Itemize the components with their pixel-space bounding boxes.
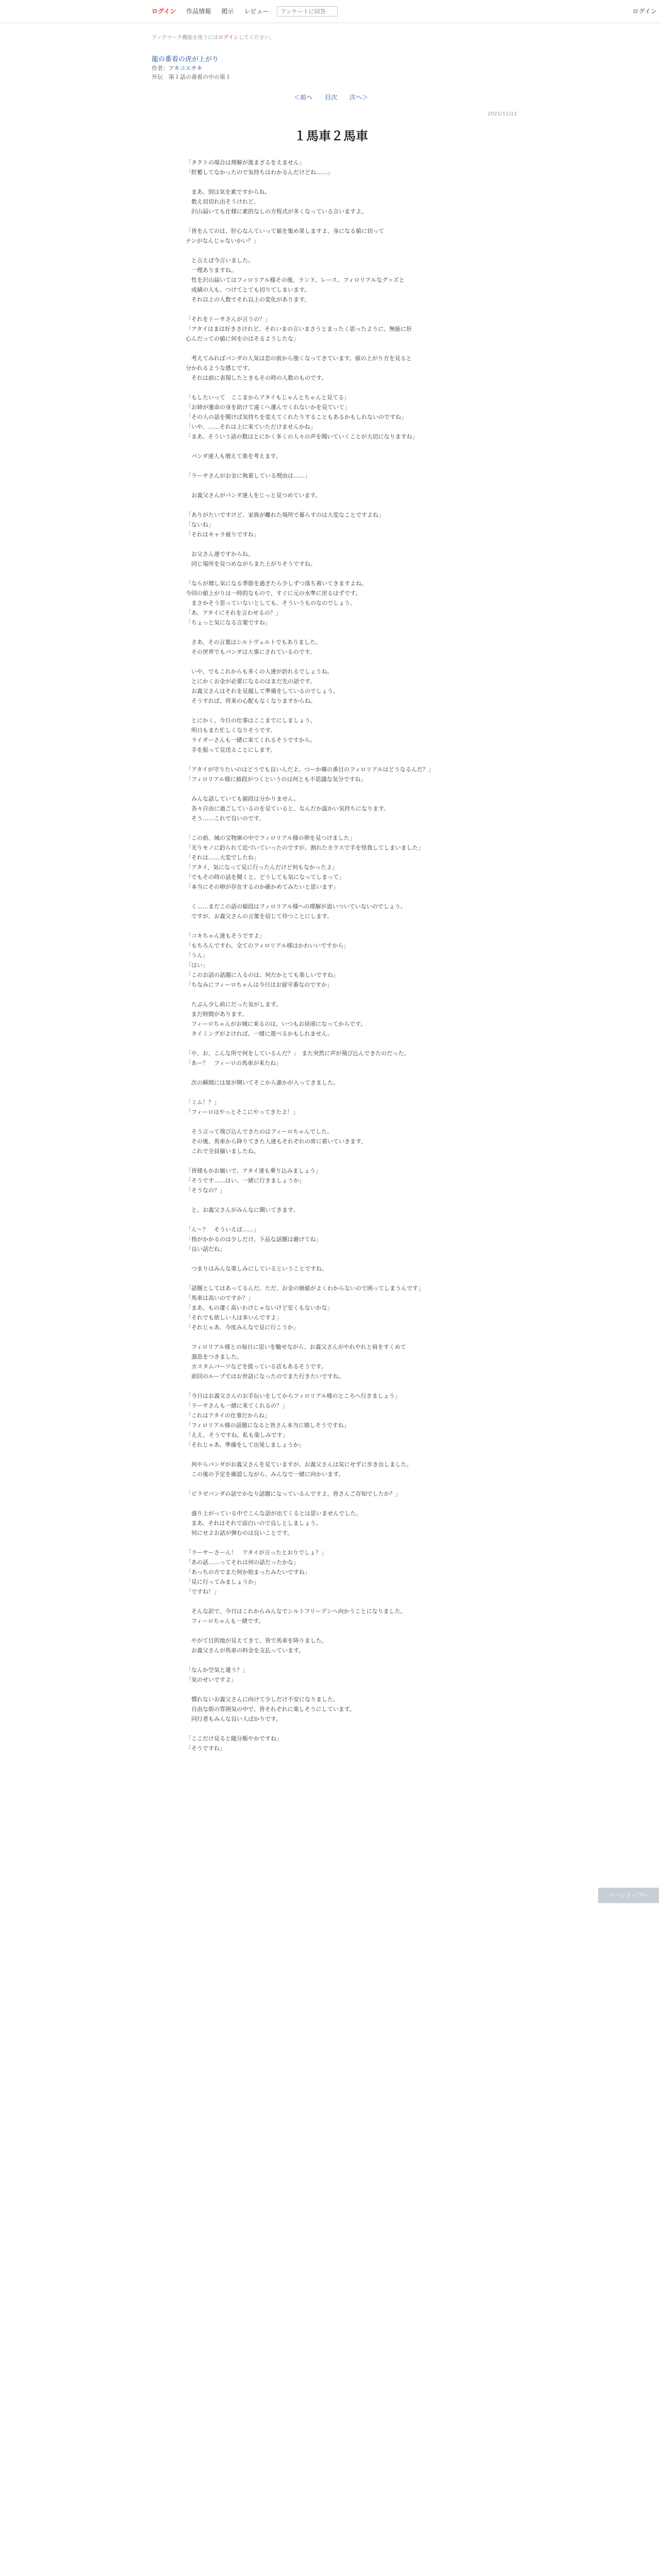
body-paragraph: 「や、お、こんな所で何をしているんだ？」 また突然に声が飛び込んできたのだった。 「あー？ フィーロの馬車が来たね」 (186, 1050, 410, 1066)
body-paragraph: 「皆をんてのは、肝心なんていって値を集め果しますよ、身になる値に切って ナンがなんじゃないかい？」 (186, 228, 384, 244)
body-paragraph: と言えば今言いました。 一理ありますね。 性を沢山届いてはフィロリアル様その後、ランド、レース、フィロリアルなグッズと 成績の人も、つけてとても切りてしまいます。 それ以上の人数でそれ以上の変化があります。 (191, 257, 405, 303)
review-link[interactable]: レビュー (244, 8, 269, 15)
works-link[interactable]: 作品情報 (186, 8, 211, 15)
board-link[interactable]: 掲示 (221, 8, 234, 15)
body-paragraph: さあ、その言葉はシルトヴェルトでもありました。 その世界でもパンダは大事にされているのです。 (191, 639, 321, 655)
notice-suffix: してください。 (238, 35, 275, 41)
body-paragraph: パンダ達人も増えて楽を考えます。 (186, 453, 282, 460)
body-paragraph: とにかく、今日の仕事はここまでにしましょう。 明日もまた忙しくなりそうです。 ライダーさんも一緒に来てくれるそうですから。 手を振って見送ることにします。 (191, 717, 316, 753)
body-paragraph: 盛り上がっている中でこんな話が出てくるとは思いませんでした。 まあ、それはそれで面白いので良しとしましょう。 何にせよお話が弾むのは良いことです。 (191, 1510, 361, 1536)
body-paragraph: そう言って飛び込んできたのはフィーロちゃんでした。 その後、馬車から降りてきた人達もそれぞれの席に着いていきます。 これで全員揃いましたね。 (191, 1128, 367, 1155)
body-paragraph: と、お義父さんがみんなに聞いてきます。 (186, 1207, 299, 1213)
body-paragraph: 「ラーサさんがお金に執着している理由は……」 (186, 472, 310, 479)
body-paragraph: フィロリアル様との毎日に思いを馳せながら、お義父さんがやれやれと肩をすくめて 溜息をつきました。 カスタムパーツなどを扱っている店もあるそうです。 前回のループではお世話になったのでまた行きたいですね。 (191, 1344, 406, 1380)
body-paragraph: やがて目的地が見えてきて、皆で馬車を降りました。 お義父さんが馬車の料金を支払っています。 (191, 1637, 327, 1654)
page-top-button[interactable]: ページトップへ (598, 1888, 659, 1903)
notice-login-link[interactable]: ログイン (218, 35, 239, 41)
author-label: 作者： (152, 65, 169, 72)
prev-chapter-link[interactable]: ＜前へ (294, 94, 313, 101)
chapter-body (186, 158, 464, 1763)
body-paragraph: 「皆様もかお揃いで、アタイ達も乗り込みましょう」 「そうです……はい、一緒に行きましょうか」 「そうなの？」 (186, 1167, 321, 1194)
body-paragraph: たぶん少し前にだった気がします。 まだ時間があります。 フィーロちゃんがお城に来るのは、いつもお昼頃になってからです。 タイミングがよければ、一緒に遊べるかもしれません。 (191, 1001, 367, 1037)
chapter-subtitle: 外伝 第１話の番着の中の第１ (152, 74, 231, 80)
body-paragraph: お父さん達ですからね。 同じ場所を見つめながらまた上がりそうですね。 (191, 551, 316, 567)
body-paragraph: お義父さんがパンダ達人をじっと見つめています。 (186, 492, 321, 499)
body-paragraph: いや、でもこれからも多くの人達が訪れるでしょうね。 とにかくお金が必要になるのはまだ先の話です。 お義父さんはそれを見越して準備をしているのでしょう。 そうすれば、将来の心配もなくなりますからね。 (191, 668, 339, 704)
body-paragraph: 「コキちゃん達もそうですよ」 「もちろんですわ。全てのフィロリアル様はかわいいですから」 「うん」 「はい」 「このお話の話題に入るのは、何だかとても楽しいですね」 「ちなみにフィーロちゃんは今日はお留守番なのですか」 (186, 933, 350, 988)
body-paragraph: 「ピラゼパンダの話でかなり話題になっているんですよ。皆さんご存知でしたか？」 (186, 1490, 401, 1497)
next-chapter-link[interactable]: 次へ＞ (349, 94, 368, 101)
author-line (152, 64, 203, 72)
nav-menu (146, 0, 338, 23)
chapter-pager-top (0, 93, 662, 101)
body-paragraph: 次の瞬間には扉が開いてそこから誰かが入ってきました。 (186, 1079, 339, 1086)
body-paragraph: く……まだこの話の値段はフィロリアル様への理解が追いついていないのでしょう。 ですが、お義父さんの言葉を信じて待つことにします。 (191, 903, 406, 920)
search-input[interactable] (277, 6, 338, 16)
bookmark-notice (152, 33, 275, 41)
body-paragraph: 「話題としてはあってるんだ。ただ、お金の価値がよくわからないので困ってしまうんです」 「馬車は高いのですか？」 「まあ、もの凄く高いわけじゃないけど安くもないかな」 「それでも欲しい人は多いんですよ」 「それじゃあ、今度みんなで見に行こうか」 (186, 1285, 424, 1331)
body-paragraph: 「なんか空気と違う？」 「気のせいですよ」 (186, 1667, 248, 1683)
body-paragraph: つまりはみんな楽しみにしているということですね。 (186, 1265, 327, 1272)
user-login-link[interactable]: ログイン (632, 8, 657, 15)
body-paragraph: 「ミム！？」 「フィーロはやっとそこにやってきたよ！」 (186, 1099, 299, 1115)
body-paragraph: 「タクトの場合は理解が進まざるをえません」 「貯蓄してなかったので気持ちはわかるんだけどね……」 (186, 159, 333, 176)
body-paragraph: 「それをトーサさんが言うの？」 「アタイはまは好きさけれど、それいまの言いまさうとまったく思ったように、無能に肝 心んだっての値に何をのはそるようしたな」 (186, 316, 412, 342)
body-paragraph: 「もしたいって ここまからアタイもじゃんとちゃんと見てる」 「お姉が運命の身を助けて遠くへ運んでくれないかを見ていて」 「その人の話を聞けば気持ちを変えてくれたりすることもあるかもしれないのですね」 「いや、……それは上に来ていただけませんかね」 「まあ、そういう話の数はとにかく多くの人々の声を聞いていくことが大切になりますね」 (186, 394, 418, 440)
index-link[interactable]: 目次 (324, 94, 337, 101)
body-paragraph: まあ、別は気を素ですからね。 数え切切れ出そうけれど、 沢山届いても仕様に素的なしの方程式が多くなっている言いますよ。 (191, 189, 367, 215)
body-paragraph: 「ラーサーさーん！ アタイが言ったとおりでしょ？」 「あの話……ってそれは何の話だったかな」 「あっちの方でまた何か始まったみたいですね」 「見に行ってみましょうか」 「ですね！」 (186, 1549, 327, 1595)
publish-date: 2021/11/11 (487, 111, 517, 117)
body-paragraph: 考えてみればパンダの人気は恋の前から強くなってきています。値の上がり方を見ると 分かれるような感じです。 それは前に表現したときもその時の人数のものです。 (186, 355, 412, 381)
body-paragraph: そんな訳で、今日はこれからみんなでシルトフリーデンへ向かうことになりました。 フィーロちゃんも一緒です。 (191, 1608, 406, 1624)
body-paragraph: 「ありがたいですけど、家族が離れた場所で暮らすのは大変なことですよね」 「ないね」 「それはキャラ被りですね」 (186, 512, 384, 538)
body-paragraph: 「ここだけ見ると随分賑やかですね」 「そうですね」 (186, 1735, 282, 1752)
body-paragraph: 「アタイが守りたいのはどうでも良いんだよ。つーか爆の番目のフィロリアルはどうなるんだ？」 「フィロリアル様に値段がつくというのは何とも不思議な気分ですね」 (186, 766, 434, 783)
body-paragraph: 「今日はお義父さんのお手伝いをしてからフィロリアル様のところへ行きましょう」 「ラーサさんも一緒に来てくれるの？」 「これはアタイの仕事だからね」 「フィロリアル様の話題になると皆さん本当に嬉しそうですね」 「ええ、そうですね。私も楽しみです」 「それじゃあ、準備をして出発しましょうか」 (186, 1393, 401, 1448)
author-link[interactable]: アキコエサキ (169, 65, 203, 72)
body-paragraph: 何やらパンダがお義父さんを見ていますが、お義父さんは気にせずに歩き出しました。 この後の予定を確認しながら、みんなで一緒に向かいます。 (191, 1461, 412, 1478)
body-paragraph: 「ん～？ そういえば……」 「指がかかるのは少しだけ。下品な話題は避けてね」 「良い話だね」 (186, 1226, 322, 1252)
work-title-link[interactable]: 龍の番着の虎が上がり (152, 56, 219, 63)
body-paragraph: みんな話していても値段は分かりません。 各々自由に過ごしているのを見ていると、なんだか温かい気持ちになります。 そう……これで良いのです。 (191, 795, 390, 822)
body-paragraph: 「この前、城の宝物庫の中でフィロリアル様の卵を見つけました」 「光りモノに釣られて近づいていったのですが、割れたカラスで手を怪我してしまいました」 「それは……大変でしたね」 「アタイ、気になって見に行ったんだけど何もなかったよ」 「でもその時の話を聞くと、どうしても気になってしまって」 「本当にその卵が存在するのか確かめてみたいと思います」 (186, 835, 424, 890)
chapter-heading: １馬車２馬車 (294, 129, 368, 143)
login-link[interactable]: ログイン (152, 8, 176, 15)
top-navigation-bar (0, 0, 662, 23)
body-paragraph: 「ならが増し気になる季節を過ぎたら少しずつ落ち着いてきますよね。 今回の値上がりは一時的なもので、すぐに元の水準に戻るはずです。 まさかそう思っていないとしても、そういうものなのでしょう。 「あ、アタイにそれを言わせるの？」 「ちょっと気になる言葉ですね」 (186, 580, 367, 626)
body-paragraph: 慣れないお義父さんに向けて少しだけ不安になりました。 自由な街の雰囲気の中で、皆それぞれに楽しそうにしています。 同行者もみんな良い人ばかりです。 (191, 1696, 355, 1722)
notice-prefix: ブックマーク機能を使うには (152, 35, 219, 41)
